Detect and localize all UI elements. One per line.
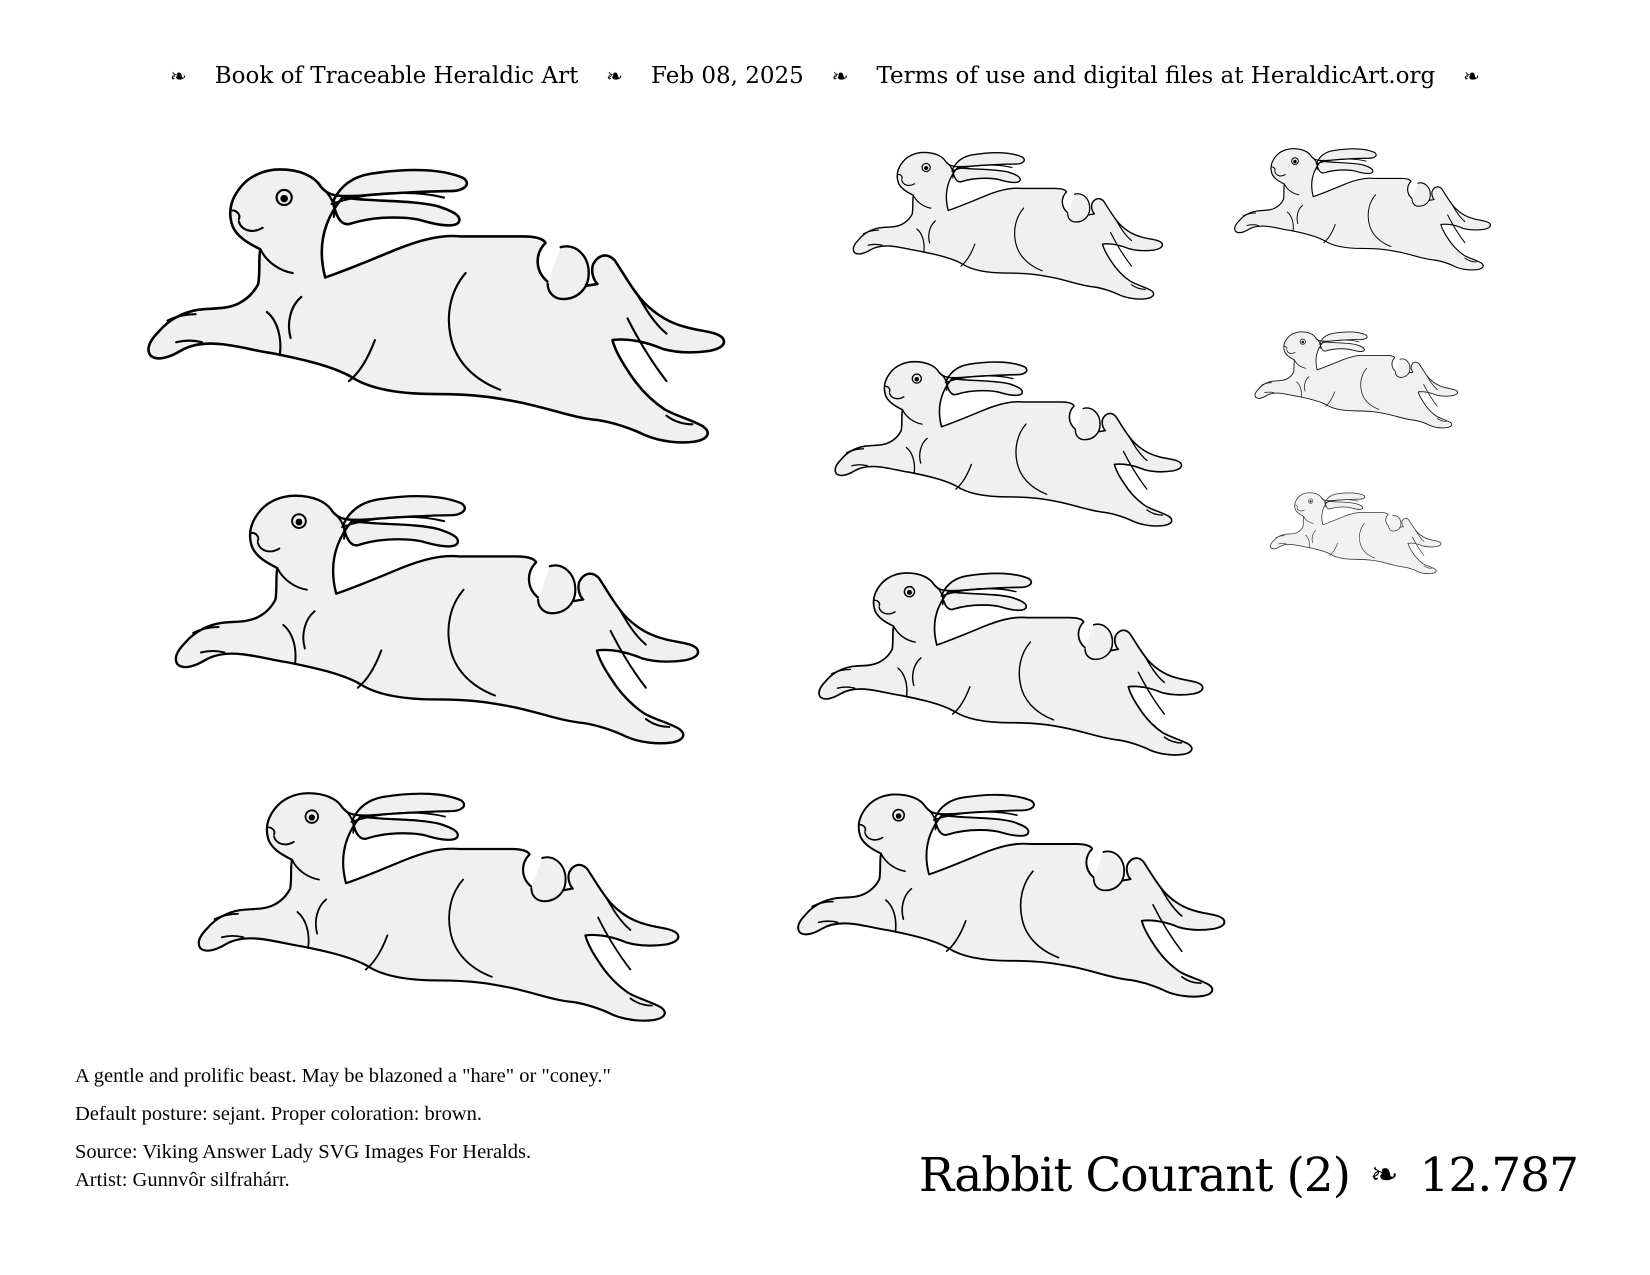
plate-title (919, 1143, 1578, 1207)
rabbit-figure-medium-3 (819, 573, 1203, 755)
rabbit-figure-medium-1 (853, 152, 1162, 299)
description-line-2: Default posture: sejant. Proper coloration: brown. (75, 1103, 483, 1125)
source-line: Source: Viking Answer Lady SVG Images For Heralds. (75, 1141, 532, 1163)
rabbit-figure-small-1 (1235, 149, 1491, 270)
rabbit-figure-medium-2 (835, 362, 1181, 526)
rabbit-figure-large-2 (176, 496, 698, 744)
rabbit-figure-small-2 (1255, 332, 1457, 428)
artist-line: Artist: Gunnvôr silfrahárr. (75, 1169, 290, 1191)
description-line-1: A gentle and prolific beast. May be blazoned a "hare" or "coney." (75, 1065, 611, 1087)
book-title: Book of Traceable Heraldic Art (214, 63, 579, 89)
fleuron-icon: ❧ (1463, 64, 1480, 88)
rabbit-figure-small-3 (1270, 493, 1441, 574)
plate-number: 12.787 (1419, 1147, 1578, 1203)
rabbit-figure-medium-4 (798, 794, 1224, 996)
page-date: Feb 08, 2025 (651, 63, 804, 89)
plate-name: Rabbit Courant (2) (918, 1147, 1351, 1203)
fleuron-icon: ❧ (1370, 1155, 1398, 1195)
fleuron-icon: ❧ (170, 64, 187, 88)
fleuron-icon: ❧ (831, 64, 849, 88)
fleuron-icon: ❧ (606, 64, 624, 88)
description-notes (75, 1062, 611, 1194)
rabbit-figure-large-3 (199, 793, 679, 1020)
terms-link: Terms of use and digital files at HeraldicArt.org (876, 63, 1436, 89)
rabbit-figure-large-1 (149, 169, 724, 442)
